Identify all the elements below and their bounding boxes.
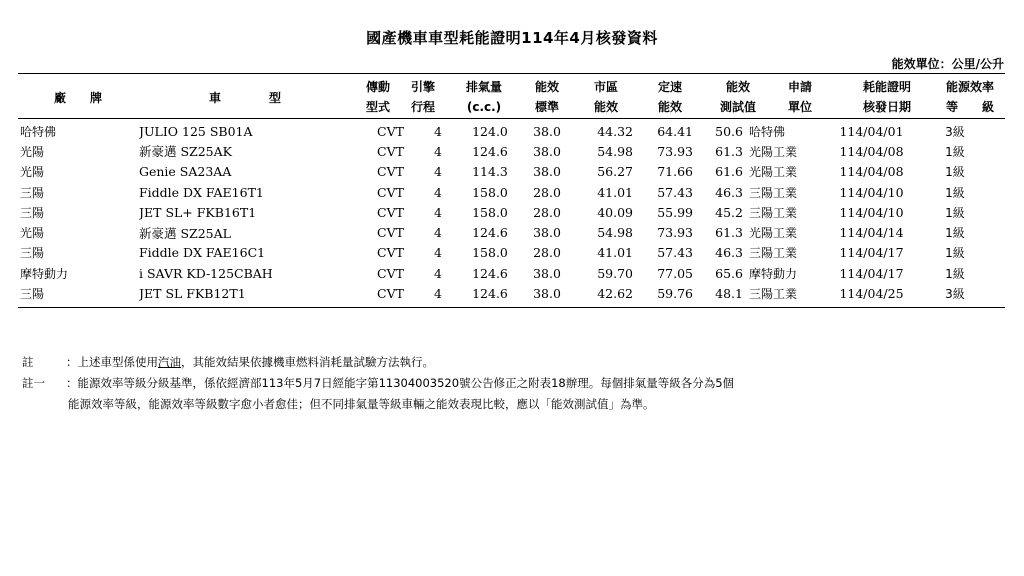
cell-test: 50.6 (715, 123, 743, 139)
header-model: 車 型 (208, 91, 281, 105)
cell-brand: 三陽 (20, 287, 45, 302)
header-market: 市區 能效 (593, 80, 618, 114)
cell-test: 48.1 (715, 286, 743, 302)
cell-standard: 38.0 (533, 286, 561, 302)
table-bottom-rule (18, 307, 1005, 308)
table-body (18, 121, 996, 304)
page-title: 國產機車車型耗能證明114年4月核發資料 (366, 29, 658, 47)
cell-model: 新豪邁 SZ25AK (139, 144, 232, 160)
cell-stroke: 4 (434, 143, 442, 159)
cell-market: 54.98 (597, 225, 633, 241)
cell-model: Fiddle DX FAE16T1 (139, 184, 264, 200)
table-row (18, 202, 996, 222)
cell-stroke: 4 (434, 286, 442, 302)
cell-date: 114/04/25 (839, 286, 904, 302)
note-0-before: ：上述車型係使用 (66, 355, 158, 369)
cell-market: 41.01 (597, 184, 633, 200)
cell-date: 114/04/14 (839, 225, 904, 241)
cell-date: 114/04/10 (839, 184, 904, 200)
header-grade: 能源效率 等 級 (945, 80, 994, 114)
cell-speed: 57.43 (657, 184, 693, 200)
cell-test: 61.6 (715, 164, 743, 180)
cell-standard: 38.0 (533, 265, 561, 281)
cell-market: 56.27 (597, 164, 633, 180)
cell-grade: 1級 (945, 144, 965, 159)
cell-speed: 59.76 (657, 286, 693, 302)
cell-speed: 77.05 (657, 265, 693, 281)
cell-stroke: 4 (434, 123, 442, 139)
cell-standard: 38.0 (533, 123, 561, 139)
cell-brand: 光陽 (20, 144, 45, 159)
header-brand: 廠 牌 (53, 91, 102, 105)
note-0-fuel: 汽油 (158, 355, 181, 369)
cell-standard: 38.0 (533, 225, 561, 241)
data-table (18, 121, 996, 304)
cell-brand: 三陽 (20, 246, 45, 261)
cell-market: 54.98 (597, 143, 633, 159)
cell-speed: 73.93 (657, 143, 693, 159)
cell-transmission: CVT (377, 286, 404, 302)
cell-applicant: 三陽工業 (749, 246, 798, 261)
note-0 (22, 352, 982, 373)
cell-test: 61.3 (715, 225, 743, 241)
cell-date: 114/04/08 (839, 143, 904, 159)
unit-label: 能效單位：公里/公升 (891, 57, 1004, 71)
cell-grade: 3級 (945, 124, 965, 139)
note-0-after: ，其能效結果依據機車燃料消耗量試驗方法執行。 (181, 355, 434, 369)
cell-speed: 57.43 (657, 245, 693, 261)
cell-test: 61.3 (715, 143, 743, 159)
table-row (18, 283, 996, 303)
cell-market: 59.70 (597, 265, 633, 281)
cell-displacement: 124.6 (472, 225, 508, 241)
table-row (18, 141, 996, 161)
cell-stroke: 4 (434, 265, 442, 281)
cell-standard: 38.0 (533, 143, 561, 159)
table-row (18, 222, 996, 242)
header-test: 能效 測試值 (719, 80, 756, 114)
cell-transmission: CVT (377, 225, 404, 241)
cell-brand: 摩特動力 (20, 266, 69, 281)
cell-brand: 光陽 (20, 165, 45, 180)
cell-standard: 28.0 (533, 204, 561, 220)
table-row (18, 243, 996, 263)
cell-displacement: 158.0 (472, 184, 508, 200)
cell-displacement: 114.3 (472, 164, 508, 180)
cell-model: JULIO 125 SB01A (139, 123, 253, 139)
cell-transmission: CVT (377, 204, 404, 220)
cell-test: 45.2 (715, 204, 743, 220)
cell-speed: 71.66 (657, 164, 693, 180)
cell-test: 46.3 (715, 184, 743, 200)
cell-transmission: CVT (377, 143, 404, 159)
cell-grade: 1級 (945, 266, 965, 281)
cell-date: 114/04/10 (839, 204, 904, 220)
header-applicant: 申請 單位 (787, 80, 812, 114)
header-bottom-rule (18, 118, 1005, 119)
cell-grade: 1級 (945, 205, 965, 220)
note-1-label: 註一 (22, 376, 45, 390)
cell-applicant: 摩特動力 (749, 266, 798, 281)
note-1-line-1: ：能源效率等級分級基準，係依經濟部113年5月7日經能字第11304003520號公告修正之附表18辦理。每個排氣量等級各分為5個 (66, 376, 735, 390)
cell-grade: 1級 (945, 165, 965, 180)
note-1 (22, 373, 982, 394)
cell-market: 42.62 (597, 286, 633, 302)
cell-market: 41.01 (597, 245, 633, 261)
cell-date: 114/04/17 (839, 245, 904, 261)
cell-brand: 三陽 (20, 205, 45, 220)
cell-model: 新豪邁 SZ25AL (139, 225, 231, 241)
table-row (18, 182, 996, 202)
cell-applicant: 光陽工業 (749, 144, 798, 159)
cell-transmission: CVT (377, 265, 404, 281)
table-row (18, 162, 996, 182)
note-0-label: 註 (22, 355, 34, 369)
cell-model: JET SL FKB12T1 (139, 286, 246, 302)
cell-applicant: 哈特佛 (749, 124, 786, 139)
cell-standard: 38.0 (533, 164, 561, 180)
cell-displacement: 158.0 (472, 245, 508, 261)
cell-market: 40.09 (597, 204, 633, 220)
cell-displacement: 124.6 (472, 265, 508, 281)
cell-grade: 1級 (945, 185, 965, 200)
cell-brand: 三陽 (20, 185, 45, 200)
header-standard: 能效 標準 (534, 80, 559, 114)
cell-applicant: 光陽工業 (749, 165, 798, 180)
cell-brand: 哈特佛 (20, 124, 57, 139)
cell-standard: 28.0 (533, 245, 561, 261)
cell-standard: 28.0 (533, 184, 561, 200)
cell-transmission: CVT (377, 164, 404, 180)
cell-applicant: 光陽工業 (749, 226, 798, 241)
cell-speed: 73.93 (657, 225, 693, 241)
note-1-line-2: 能源效率等級，能源效率等級數字愈小者愈佳；但不同排氣量等級車輛之能效表現比較，應以「能效測試值」為準。 (68, 397, 655, 411)
cell-displacement: 158.0 (472, 204, 508, 220)
cell-displacement: 124.6 (472, 286, 508, 302)
cell-model: Fiddle DX FAE16C1 (139, 245, 266, 261)
cell-transmission: CVT (377, 184, 404, 200)
cell-date: 114/04/01 (839, 123, 904, 139)
cell-stroke: 4 (434, 184, 442, 200)
cell-grade: 3級 (945, 287, 965, 302)
cell-speed: 64.41 (657, 123, 693, 139)
header-speed: 定速 能效 (657, 80, 682, 114)
cell-model: JET SL+ FKB16T1 (139, 204, 257, 220)
cell-model: Genie SA23AA (139, 164, 232, 180)
table-row (18, 263, 996, 283)
cell-applicant: 三陽工業 (749, 185, 798, 200)
cell-applicant: 三陽工業 (749, 287, 798, 302)
header-stroke: 引擎 行程 (410, 80, 435, 114)
cell-displacement: 124.0 (472, 123, 508, 139)
cell-stroke: 4 (434, 164, 442, 180)
cell-stroke: 4 (434, 225, 442, 241)
cell-date: 114/04/17 (839, 265, 904, 281)
cell-applicant: 三陽工業 (749, 205, 798, 220)
cell-transmission: CVT (377, 123, 404, 139)
header-transmission: 傳動 型式 (365, 80, 390, 114)
cell-displacement: 124.6 (472, 143, 508, 159)
cell-market: 44.32 (597, 123, 633, 139)
cell-transmission: CVT (377, 245, 404, 261)
table-row (18, 121, 996, 141)
table-top-rule (18, 73, 1005, 74)
header-date: 耗能證明 核發日期 (862, 80, 911, 114)
cell-brand: 光陽 (20, 226, 45, 241)
cell-date: 114/04/08 (839, 164, 904, 180)
notes-section (22, 352, 982, 415)
cell-stroke: 4 (434, 204, 442, 220)
cell-test: 46.3 (715, 245, 743, 261)
cell-test: 65.6 (715, 265, 743, 281)
cell-model: i SAVR KD-125CBAH (139, 265, 273, 281)
cell-grade: 1級 (945, 246, 965, 261)
cell-speed: 55.99 (657, 204, 693, 220)
header-displacement: 排氣量 (c.c.) (465, 80, 502, 114)
cell-grade: 1級 (945, 226, 965, 241)
cell-stroke: 4 (434, 245, 442, 261)
note-1-continued (22, 394, 982, 415)
